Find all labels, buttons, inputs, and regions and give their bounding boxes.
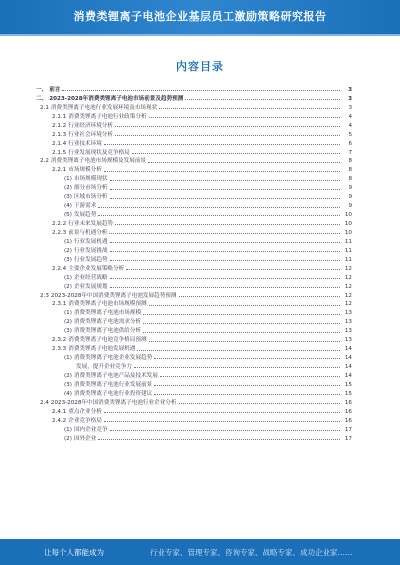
toc-leader-dots	[134, 367, 340, 368]
toc-leader-dots	[143, 323, 340, 324]
toc-entry[interactable]	[36, 173, 352, 182]
toc-entry-page: 14	[344, 364, 352, 370]
toc-entry-text: 企业竞争格局	[68, 417, 102, 424]
toc-entry[interactable]	[36, 254, 352, 263]
toc-entry[interactable]	[36, 370, 352, 379]
toc-leader-dots	[154, 358, 340, 359]
toc-entry-number: 2.2.2	[52, 221, 67, 227]
toc-entry[interactable]	[36, 84, 352, 93]
toc-entry[interactable]	[36, 93, 352, 102]
toc-entry-page: 4	[348, 113, 352, 120]
toc-entry-text: 消费类锂离子电池竞争格局预测	[68, 337, 147, 344]
toc-entry[interactable]	[36, 263, 352, 272]
toc-entry[interactable]	[36, 138, 352, 147]
toc-entry-text: 发展，提升企业竞争力	[76, 364, 132, 370]
toc-entry-text: 消费类锂离子电池发展机遇	[68, 346, 136, 353]
toc-entry-text: 消费类锂离子电池需求分析	[73, 319, 142, 326]
toc-entry[interactable]	[36, 147, 352, 156]
toc-entry[interactable]	[36, 379, 352, 388]
toc-entry-number: 2.1.4	[52, 140, 67, 147]
toc-entry-text: 前景与机遇分析	[68, 229, 108, 236]
toc-entry[interactable]	[36, 182, 352, 191]
toc-entry-page: 7	[348, 149, 352, 156]
toc-entry-number: 2.4.1	[52, 408, 67, 415]
toc-entry-page: 12	[344, 265, 352, 272]
toc-entry-page: 11	[344, 247, 352, 254]
toc-leader-dots	[98, 439, 340, 440]
toc-leader-dots	[109, 233, 340, 234]
toc-entry-page: 14	[344, 355, 352, 362]
toc-entry-text: 2023-2028年消费类锂离子电池市场前景及趋势预测	[49, 95, 184, 102]
toc-leader-dots	[104, 171, 340, 172]
toc-leader-dots	[126, 269, 340, 270]
toc-entry[interactable]	[36, 388, 352, 397]
toc-entry-text: 下游需求	[73, 203, 97, 210]
toc-entry-number: 2.1	[40, 104, 49, 111]
toc-entry-number: 2.2.1	[52, 167, 67, 174]
toc-entry-number: (1)	[64, 355, 72, 362]
toc-entry-page: 16	[344, 417, 352, 424]
toc-entry-page: 9	[348, 194, 352, 201]
toc-leader-dots	[160, 376, 340, 377]
toc-leader-dots	[110, 198, 340, 199]
toc-entry-number: 二、	[36, 95, 48, 102]
toc-leader-dots	[149, 305, 340, 306]
toc-leader-dots	[110, 278, 340, 279]
toc-entry-number: 2.3	[40, 292, 49, 299]
toc-entry-text: 行业发展机遇	[73, 238, 108, 245]
toc-entry-text: 行业发展趋势	[73, 256, 108, 263]
toc-entry[interactable]	[36, 397, 352, 406]
toc-entry-text: 市场规模分析	[68, 167, 102, 174]
toc-leader-dots	[143, 332, 340, 333]
toc-entry[interactable]	[36, 290, 352, 299]
page-footer	[0, 539, 400, 565]
toc-entry[interactable]	[36, 272, 352, 281]
toc-entry-text: 消费类锂离子电池市场规模预测	[68, 301, 147, 308]
toc-leader-dots	[148, 162, 340, 163]
toc-entry[interactable]	[36, 415, 352, 424]
toc-leader-dots	[185, 99, 340, 100]
toc-entry[interactable]	[36, 129, 352, 138]
toc-entry-number: (3)	[64, 381, 72, 388]
toc-leader-dots	[110, 251, 340, 252]
toc-entry-page: 3	[348, 104, 352, 111]
toc-entry-page: 9	[348, 203, 352, 210]
report-title: 消费类锂离子电池企业基层员工激励策略研究报告	[73, 10, 327, 23]
toc-entry-page: 8	[348, 167, 352, 174]
toc-leader-dots	[115, 135, 340, 136]
toc-entry-page: 10	[344, 212, 352, 219]
toc-entry-text: 消费类锂离子电池行业政策分析	[68, 113, 147, 120]
toc-entry-text: 行业社会环境分析	[68, 131, 113, 138]
toc-entry-number: 2.3.3	[52, 346, 67, 353]
toc-entry-number: (2)	[64, 185, 72, 192]
toc-leader-dots	[154, 385, 340, 386]
toc-entry-number: (1)	[64, 238, 72, 245]
toc-entry-page: 15	[344, 390, 352, 397]
toc-entry-text: 细分市场分析	[73, 185, 108, 192]
toc-entry-page: 12	[344, 301, 352, 308]
toc-entry[interactable]	[36, 406, 352, 415]
page-header	[0, 0, 400, 34]
toc-entry-page: 3	[348, 95, 352, 102]
toc-leader-dots	[110, 430, 340, 431]
toc-entry-text: 企业经营战略	[73, 274, 108, 281]
toc-entry-text: 重点企业分析	[68, 408, 102, 415]
toc-entry[interactable]	[36, 433, 352, 442]
toc-entry[interactable]	[36, 191, 352, 200]
toc-entry[interactable]	[36, 316, 352, 325]
toc-entry[interactable]	[36, 209, 352, 218]
toc-entry-text: 消费类锂离子电池市场规模及发展前景	[50, 158, 147, 165]
toc-entry[interactable]	[36, 227, 352, 236]
toc-entry[interactable]	[36, 111, 352, 120]
toc-leader-dots	[179, 296, 341, 297]
toc-leader-dots	[159, 108, 340, 109]
toc-entry-number: (2)	[64, 372, 72, 379]
toc-leader-dots	[110, 242, 340, 243]
toc-leader-dots	[104, 421, 340, 422]
toc-entry[interactable]	[36, 156, 352, 165]
toc-entry-text: 区域市场分析	[73, 194, 108, 201]
toc-entry-number: (1)	[64, 274, 72, 281]
toc-entry-number: (3)	[64, 194, 72, 201]
toc-leader-dots	[62, 90, 340, 91]
toc-leader-dots	[110, 260, 340, 261]
toc-entry[interactable]	[36, 164, 352, 173]
toc-entry-text: 消费类锂离子电池行业发展环境及市场现状	[50, 104, 158, 111]
toc-entry-text: 企业发展规划	[73, 283, 108, 290]
toc-entry-text: 前言	[49, 86, 61, 93]
toc-leader-dots	[143, 314, 340, 315]
toc-entry-page: 6	[348, 140, 352, 147]
toc-leader-dots	[98, 207, 340, 208]
toc-leader-dots	[104, 144, 340, 145]
toc-entry-page: 11	[344, 256, 352, 263]
toc-entry[interactable]	[36, 120, 352, 129]
toc-entry-number: (2)	[64, 247, 72, 254]
toc-entry-text: 国内企业竞争	[73, 426, 108, 433]
toc-entry-number: 2.2.3	[52, 229, 67, 236]
toc-entry-page: 9	[348, 185, 352, 192]
toc-entry[interactable]	[36, 236, 352, 245]
toc-entry-number: 2.2.4	[52, 265, 67, 272]
toc-entry-page: 16	[344, 399, 352, 406]
toc-entry-text: 消费类锂离子电池市场规模	[73, 310, 142, 317]
toc-leader-dots	[110, 180, 340, 181]
toc-entry-page: 10	[344, 229, 352, 236]
toc-entry-number: (2)	[64, 283, 72, 290]
toc-entry-text: 行业发展挑战	[73, 247, 108, 254]
toc-entry-number: (1)	[64, 310, 72, 317]
toc-leader-dots	[110, 189, 340, 190]
toc-entry-number: 一、	[36, 86, 48, 93]
toc-entry-number: 2.2	[40, 158, 49, 165]
toc-leader-dots	[132, 153, 340, 154]
toc-entry-page: 12	[344, 292, 352, 299]
toc-entry-text: 国外企业	[73, 435, 97, 442]
header-divider	[0, 34, 400, 36]
toc-entry-number: (4)	[64, 203, 72, 210]
toc-entry-page: 12	[344, 274, 352, 281]
toc-entry-number: (1)	[64, 176, 72, 183]
toc-entry-number: (2)	[64, 435, 72, 442]
toc-entry-number: 2.1.3	[52, 131, 67, 138]
footer-slogan-right: 行业专家、管理专家、咨询专家、战略专家、成功企业家……	[150, 548, 353, 557]
toc-entry[interactable]	[36, 343, 352, 352]
toc-entry-text: 2023-2028年中国消费类锂离子电池发展趋势预测	[50, 292, 177, 299]
toc-leader-dots	[104, 412, 340, 413]
toc-entry-page: 14	[344, 346, 352, 353]
toc-entry-number: 2.4.2	[52, 417, 67, 424]
toc-entry-text: 消费类锂离子电池企业发展趋势	[73, 355, 153, 362]
toc-entry[interactable]	[36, 102, 352, 111]
toc-entry-text: 2023-2028年中国消费类锂离子电池行业企业分析	[50, 399, 177, 406]
toc-entry-page: 13	[344, 319, 352, 326]
toc-entry-page: 17	[344, 435, 352, 442]
toc-entry-page: 12	[344, 283, 352, 290]
toc-entry-text: 行业发展现状及竞争格局	[68, 149, 130, 156]
toc-entry-text: 消费类锂离子电池行业投资建议	[73, 390, 153, 397]
toc-leader-dots	[149, 117, 340, 118]
toc-entry-page: 8	[348, 158, 352, 165]
toc-entry-page: 4	[348, 122, 352, 129]
toc-entry[interactable]	[36, 245, 352, 254]
toc-entry-page: 11	[344, 238, 352, 245]
toc-entry-page: 17	[344, 426, 352, 433]
toc-entry-text: 发展趋势	[73, 212, 97, 219]
toc-entry-text: 行业技术环境	[68, 140, 102, 147]
toc-entry-page: 13	[344, 328, 352, 335]
toc-entry-number: 2.1.2	[52, 122, 67, 129]
toc-entry-number: (3)	[64, 328, 72, 335]
toc-entry-text: 消费类锂离子电池产品及技术发展	[73, 372, 158, 379]
toc-leader-dots	[137, 350, 340, 351]
toc-entry-page: 15	[344, 381, 352, 388]
toc-entry-number: 2.1.1	[52, 113, 67, 120]
toc-entry-text: 消费类锂离子电池行业发展前景	[73, 381, 153, 388]
toc-entry-page: 3	[348, 86, 352, 93]
toc-entry[interactable]	[36, 218, 352, 227]
toc-entry-text: 消费类锂离子电池供给分析	[73, 328, 142, 335]
toc-entry-number: (5)	[64, 212, 72, 219]
toc-entry-number: 2.3.1	[52, 301, 67, 308]
toc-entry-number: 2.3.2	[52, 337, 67, 344]
toc-entry-page: 13	[344, 310, 352, 317]
toc-entry-page: 8	[348, 176, 352, 183]
toc-entry[interactable]	[36, 200, 352, 209]
toc-entry-page: 16	[344, 408, 352, 415]
toc-entry-page: 5	[348, 131, 352, 138]
toc-entry[interactable]	[36, 352, 352, 361]
toc-entry-number: (4)	[64, 390, 72, 397]
footer-slogan-left: 让每个人都能成为	[44, 548, 104, 557]
toc-entry-number: (1)	[64, 426, 72, 433]
toc-entry-text: 主要企业发展策略分析	[68, 265, 125, 272]
toc-entry-number: (3)	[64, 256, 72, 263]
toc-leader-dots	[115, 224, 340, 225]
toc-entry-number: 2.1.5	[52, 149, 67, 156]
toc-entry[interactable]	[36, 424, 352, 433]
toc-entry-number: 2.4	[40, 399, 49, 406]
toc-entry[interactable]	[36, 361, 352, 370]
toc-entry[interactable]	[36, 299, 352, 308]
toc-leader-dots	[179, 403, 341, 404]
toc-entry[interactable]	[36, 281, 352, 290]
toc-entry-page: 10	[344, 221, 352, 227]
toc-entry-page: 13	[344, 337, 352, 344]
table-of-contents	[36, 84, 352, 442]
toc-entry-page: 14	[344, 372, 352, 379]
toc-leader-dots	[115, 126, 340, 127]
toc-leader-dots	[154, 394, 340, 395]
toc-entry-text: 行业经济环境分析	[68, 122, 113, 129]
toc-leader-dots	[98, 215, 340, 216]
toc-entry-number: (2)	[64, 319, 72, 326]
toc-entry-text: 市场规模现状	[73, 176, 108, 183]
toc-leader-dots	[110, 287, 340, 288]
toc-entry-text: 行业未来发展趋势	[68, 221, 113, 227]
toc-entry[interactable]	[36, 325, 352, 334]
toc-entry[interactable]	[36, 307, 352, 316]
toc-leader-dots	[149, 341, 340, 342]
toc-title: 内容目录	[176, 60, 224, 73]
toc-entry[interactable]	[36, 334, 352, 343]
